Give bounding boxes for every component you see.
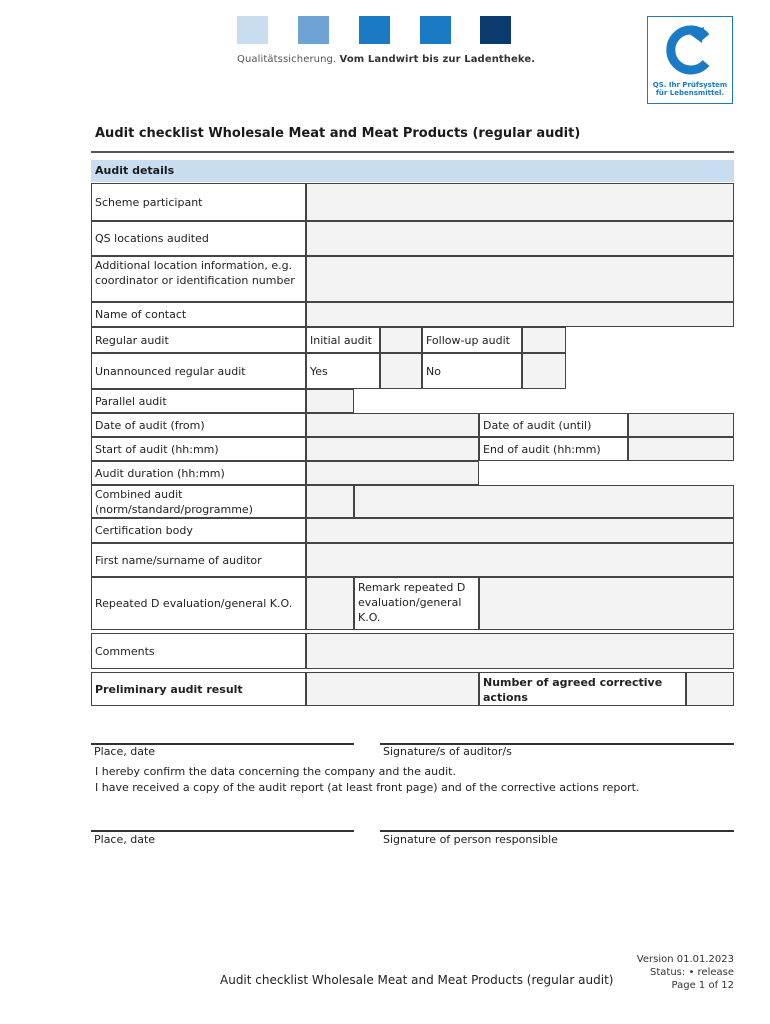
input-certification-body[interactable]: [306, 518, 734, 543]
label-comments: Comments: [91, 633, 306, 669]
label-corrective-actions: Number of agreed corrective actions: [479, 672, 686, 706]
label-regular-audit: Regular audit: [91, 327, 306, 353]
tagline-bold: Vom Landwirt bis zur Ladentheke.: [339, 54, 536, 65]
input-qs-locations[interactable]: [306, 221, 734, 256]
section-heading: Audit details: [95, 164, 175, 177]
label-place-date-1: Place, date: [94, 745, 156, 758]
input-corrective-actions[interactable]: [686, 672, 734, 706]
header-square-5: [480, 16, 511, 44]
footer-version: Version 01.01.2023: [636, 954, 734, 965]
label-combined-audit: Combined audit (norm/standard/programme): [91, 485, 306, 518]
label-no: No: [422, 353, 522, 389]
label-responsible-signature: Signature of person responsible: [383, 833, 558, 846]
input-comments[interactable]: [306, 633, 734, 669]
header-square-2: [298, 16, 329, 44]
label-date-from: Date of audit (from): [91, 413, 306, 437]
input-scheme-participant[interactable]: [306, 183, 734, 221]
input-additional-location[interactable]: [306, 256, 734, 302]
label-auditor-signature: Signature/s of auditor/s: [383, 745, 512, 758]
label-initial-audit: Initial audit: [306, 327, 380, 353]
logo-text: [652, 81, 728, 97]
input-preliminary-result[interactable]: [306, 672, 479, 706]
header-square-1: [237, 16, 268, 44]
input-start-audit[interactable]: [306, 437, 479, 461]
section-heading-bar: [91, 160, 734, 182]
label-end-audit: End of audit (hh:mm): [479, 437, 628, 461]
header-square-3: [359, 16, 390, 44]
checkbox-repeated-d[interactable]: [306, 577, 354, 630]
label-repeated-d: Repeated D evaluation/general K.O.: [91, 577, 306, 630]
label-audit-duration: Audit duration (hh:mm): [91, 461, 306, 485]
label-remark-repeated-d: Remark repeated D evaluation/general K.O.: [354, 577, 479, 630]
input-audit-duration[interactable]: [306, 461, 479, 485]
label-unannounced-audit: Unannounced regular audit: [91, 353, 306, 389]
label-yes: Yes: [306, 353, 380, 389]
label-scheme-participant: Scheme participant: [91, 183, 306, 221]
label-certification-body: Certification body: [91, 518, 306, 543]
label-additional-location: Additional location information, e.g. coordinator or identification number: [91, 256, 306, 302]
label-follow-up-audit: Follow-up audit: [422, 327, 522, 353]
input-auditor-name[interactable]: [306, 543, 734, 577]
tagline: [237, 54, 535, 65]
footer-status: Status: • release: [650, 967, 734, 978]
label-parallel-audit: Parallel audit: [91, 389, 306, 413]
input-date-from[interactable]: [306, 413, 479, 437]
checkbox-follow-up-audit[interactable]: [522, 327, 566, 353]
signature-line-responsible[interactable]: [380, 830, 734, 832]
label-qs-locations: QS locations audited: [91, 221, 306, 256]
footer-title: Audit checklist Wholesale Meat and Meat Products (regular audit): [220, 973, 614, 987]
qs-logo-icon: [648, 19, 731, 79]
input-date-until[interactable]: [628, 413, 734, 437]
footer-meta: [637, 953, 734, 992]
checkbox-initial-audit[interactable]: [380, 327, 422, 353]
checkbox-yes[interactable]: [380, 353, 422, 389]
confirm-line-2: I have received a copy of the audit report (at least front page) and of the corrective actions report.: [95, 781, 640, 794]
checkbox-no[interactable]: [522, 353, 566, 389]
header-square-4: [420, 16, 451, 44]
label-name-of-contact: Name of contact: [91, 302, 306, 327]
label-auditor-name: First name/surname of auditor: [91, 543, 306, 577]
label-preliminary-result: Preliminary audit result: [91, 672, 306, 706]
title-divider: [91, 151, 734, 153]
qs-logo: [647, 16, 733, 104]
signature-line-place-date-2[interactable]: [91, 830, 354, 832]
logo-line-1: QS. Ihr Prüfsystem: [652, 81, 728, 89]
confirm-line-1: I hereby confirm the data concerning the company and the audit.: [95, 765, 456, 778]
input-name-of-contact[interactable]: [306, 302, 734, 327]
label-place-date-2: Place, date: [94, 833, 156, 846]
label-start-audit: Start of audit (hh:mm): [91, 437, 306, 461]
label-date-until: Date of audit (until): [479, 413, 628, 437]
footer-page: Page 1 of 12: [671, 980, 734, 991]
input-end-audit[interactable]: [628, 437, 734, 461]
document-title: Audit checklist Wholesale Meat and Meat Products (regular audit): [95, 126, 581, 141]
checkbox-parallel-audit[interactable]: [306, 389, 354, 413]
checkbox-combined-audit[interactable]: [306, 485, 354, 518]
logo-line-2: für Lebensmittel.: [655, 89, 725, 97]
tagline-prefix: Qualitätssicherung.: [237, 54, 337, 65]
input-combined-audit[interactable]: [354, 485, 734, 518]
input-remark-repeated-d[interactable]: [479, 577, 734, 630]
